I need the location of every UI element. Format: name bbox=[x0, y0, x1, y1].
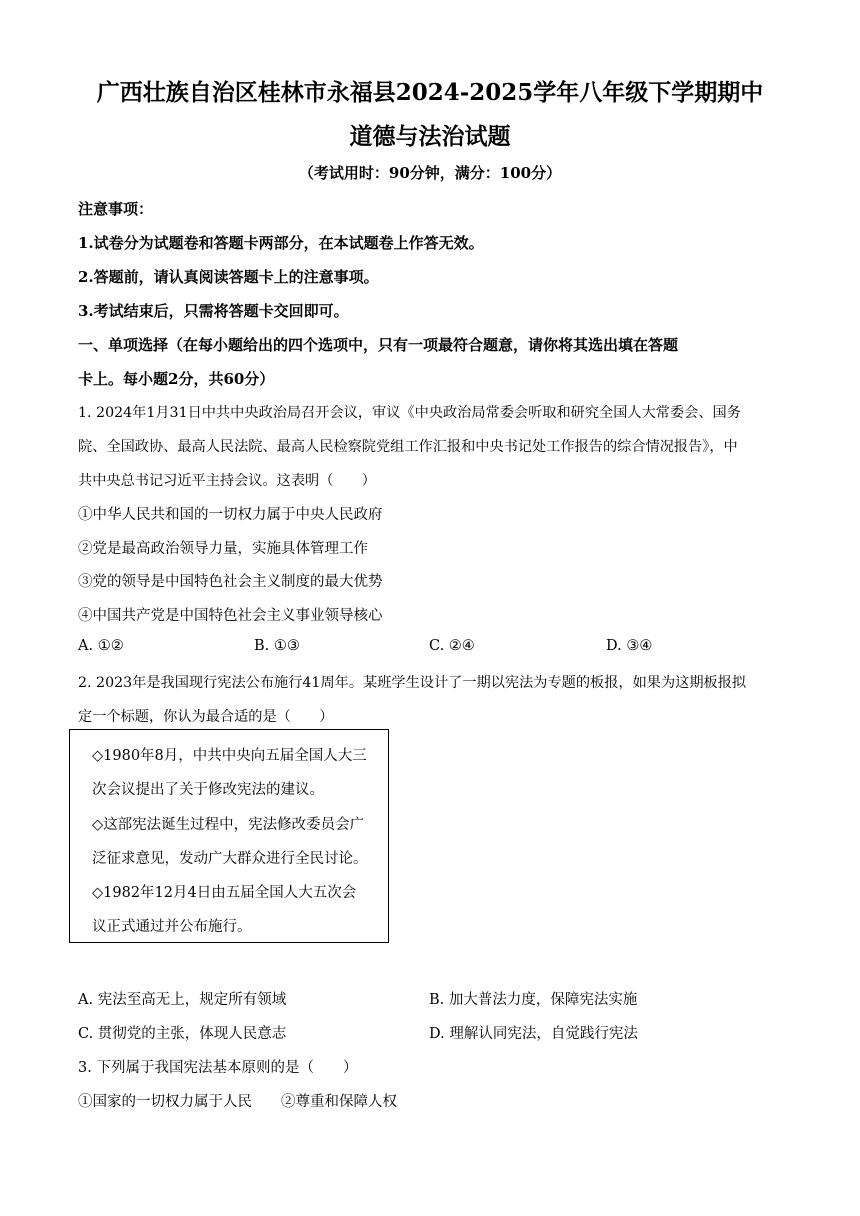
q1-option-d: D. ③④ bbox=[606, 638, 653, 654]
q1-statement: ③党的领导是中国特色社会主义制度的最大优势 bbox=[78, 574, 383, 590]
q1-stem: 院、全国政协、最高人民法院、最高人民检察院党组工作汇报和中央书记处工作报告的综合情况报告》，中 bbox=[78, 439, 738, 455]
exam-info: （考试用时：90分钟，满分：100分） bbox=[298, 164, 562, 182]
exam-title-line2: 道德与法治试题 bbox=[349, 123, 511, 150]
notice-item: 3.考试结束后，只需将答题卡交回即可。 bbox=[78, 302, 349, 320]
q1-option-c: C. ②④ bbox=[429, 638, 475, 654]
q2-option-b: B. 加大普法力度，保障宪法实施 bbox=[429, 992, 638, 1008]
notice-heading: 注意事项： bbox=[78, 200, 154, 218]
q2-stem: 定一个标题，你认为最合适的是（ ） bbox=[78, 709, 334, 725]
q2-box-line: ◇1982年12月4日由五届全国人大五次会 bbox=[92, 885, 357, 901]
q2-option-d: D. 理解认同宪法，自觉践行宪法 bbox=[429, 1026, 638, 1042]
section-heading-cont: 卡上。每小题2分，共60分） bbox=[78, 370, 275, 388]
section-heading: 一、单项选择（在每小题给出的四个选项中，只有一项最符合题意，请你将其选出填在答题 bbox=[78, 336, 679, 354]
q2-material-box bbox=[69, 729, 389, 943]
q2-option-c: C. 贯彻党的主张，体现人民意志 bbox=[78, 1026, 287, 1042]
q1-stem: 1. 2024年1月31日中共中央政治局召开会议，审议《中央政治局常委会听取和研究全国人大常委会、国务 bbox=[78, 405, 741, 421]
q2-box-line: ◇1980年8月，中共中央向五届全国人大三 bbox=[92, 748, 367, 764]
notice-item: 1.试卷分为试题卷和答题卡两部分，在本试题卷上作答无效。 bbox=[78, 234, 484, 252]
q2-box-line: 次会议提出了关于修改宪法的建议。 bbox=[92, 782, 324, 798]
q3-statements: ①国家的一切权力属于人民 ②尊重和保障人权 bbox=[78, 1094, 397, 1110]
q2-option-a: A. 宪法至高无上，规定所有领域 bbox=[78, 992, 287, 1008]
q2-stem: 2. 2023年是我国现行宪法公布施行41周年。某班学生设计了一期以宪法为专题的板报，如果为这期板报拟 bbox=[78, 675, 747, 691]
q1-statement: ④中国共产党是中国特色社会主义事业领导核心 bbox=[78, 608, 383, 624]
q1-stem: 共中央总书记习近平主持会议。这表明（ ） bbox=[78, 473, 376, 489]
q1-option-a: A. ①② bbox=[78, 638, 124, 654]
q2-box-line: 议正式通过并公布施行。 bbox=[92, 919, 252, 935]
q2-box-line: 泛征求意见，发动广大群众进行全民讨论。 bbox=[92, 851, 368, 867]
q1-statement: ②党是最高政治领导力量，实施具体管理工作 bbox=[78, 541, 368, 557]
q3-stem: 3. 下列属于我国宪法基本原则的是（ ） bbox=[78, 1060, 358, 1076]
exam-title-line1: 广西壮族自治区桂林市永福县2024-2025学年八年级下学期期中 bbox=[96, 79, 764, 106]
q2-box-line: ◇这部宪法诞生过程中，宪法修改委员会广 bbox=[92, 817, 365, 833]
q1-option-b: B. ①③ bbox=[254, 638, 300, 654]
q1-statement: ①中华人民共和国的一切权力属于中央人民政府 bbox=[78, 507, 383, 523]
notice-item: 2.答题前，请认真阅读答题卡上的注意事项。 bbox=[78, 268, 379, 286]
